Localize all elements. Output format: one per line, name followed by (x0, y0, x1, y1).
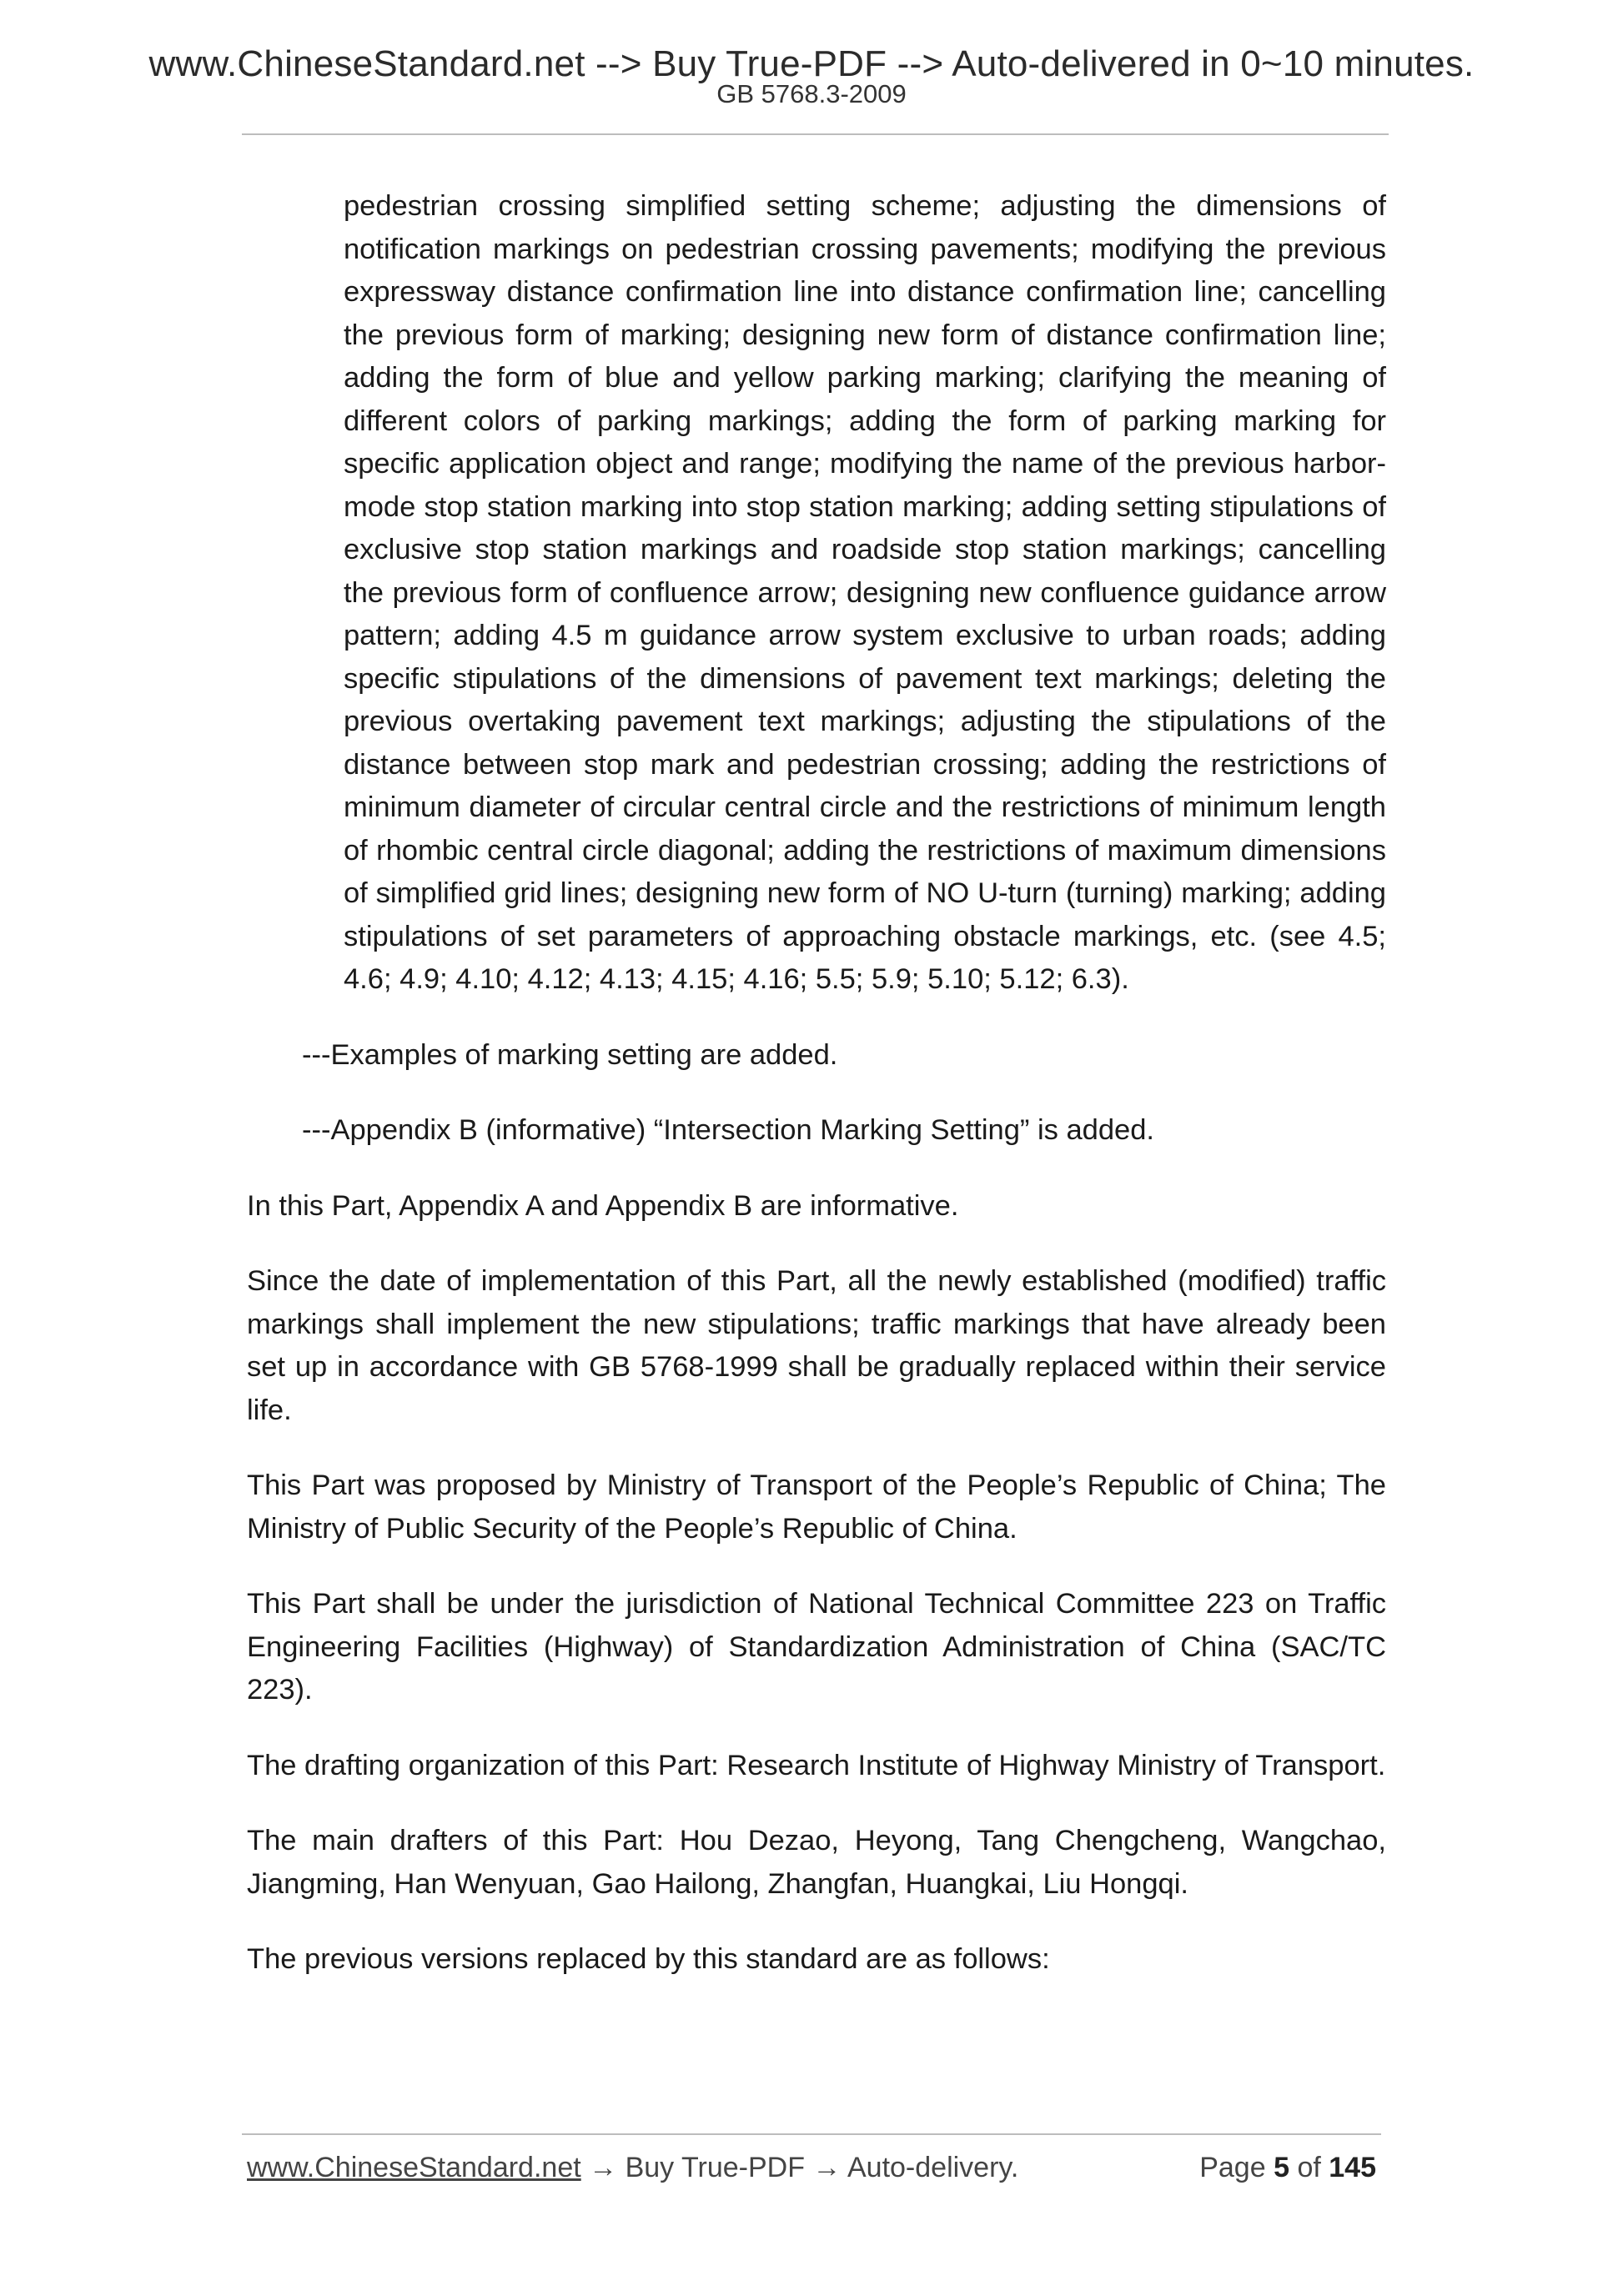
paragraph-proposed-by: This Part was proposed by Ministry of Transport of the People’s Republic of China; The Ministry of Public Security of the People’s Republic of China. (247, 1470, 1386, 1545)
page-indicator (1199, 2152, 1376, 2184)
paragraph-main-drafters: The main drafters of this Part: Hou Dezao, Heyong, Tang Chengcheng, Wangchao, Jiangming, Han Wenyuan, Gao Hailong, Zhangfan, Huangkai, Liu Hongqi. (247, 1825, 1386, 1900)
paragraph-implementation: Since the date of implementation of this Part, all the newly established (modified) traffic markings shall implement the new stipulations; traffic markings that have already been set up in accordance with GB 5768-1999 shall be gradually replaced within their service life. (247, 1265, 1386, 1426)
paragraph-jurisdiction: This Part shall be under the jurisdiction of National Technical Committee 223 on Traffic Engineering Facilities (Highway) of Standardization Administration of China (SAC/TC 223). (247, 1588, 1386, 1706)
dash-item-appendix-b: ---Appendix B (informative) “Intersection Marking Setting” is added. (302, 1114, 1155, 1146)
footer-promo (247, 2152, 1018, 2184)
dash-item-examples: ---Examples of marking setting are added. (302, 1038, 838, 1071)
footer-divider (242, 2133, 1381, 2135)
total-pages: 145 (1329, 2152, 1376, 2183)
standard-code: GB 5768.3-2009 (716, 79, 907, 108)
footer-tail-text: → Buy True-PDF → Auto-delivery. (580, 2152, 1019, 2183)
of-label: of (1297, 2152, 1321, 2183)
footer-site-link[interactable]: www.ChineseStandard.net (247, 2152, 581, 2183)
site-banner[interactable]: www.ChineseStandard.net --> Buy True-PDF --> Auto-delivered in 0~10 minutes. (148, 43, 1475, 84)
document-body (247, 185, 1386, 2014)
paragraph-previous-versions: The previous versions replaced by this standard are as follows: (247, 1943, 1050, 1975)
header-divider (242, 133, 1389, 135)
page-number: 5 (1274, 2152, 1289, 2183)
paragraph-drafting-organization: The drafting organization of this Part: Research Institute of Highway Ministry of Transport. (247, 1749, 1386, 1781)
continued-paragraph: pedestrian crossing simplified setting scheme; adjusting the dimensions of notification markings on pedestrian crossing pavements; modifying the previous expressway distance confirmation line into distance confirmation line; cancelling the previous form of marking; designing new form of distance confirmation line; adding the form of blue and yellow parking marking; clarifying the meaning of different colors of parking markings; adding the form of parking marking for specific application object and range; modifying the name of the previous harbor-mode stop station marking into stop station marking; adding setting stipulations of exclusive stop station markings and roadside stop station markings; cancelling the previous form of confluence arrow; designing new confluence guidance arrow pattern; adding 4.5 m guidance arrow system exclusive to urban roads; adding specific stipulations of the dimensions of pavement text markings; deleting the previous overtaking pavement text markings; adjusting the stipulations of the distance between stop mark and pedestrian crossing; adding the restrictions of minimum diameter of circular central circle and the restrictions of minimum length of rhombic central circle diagonal; adding the restrictions of maximum dimensions of simplified grid lines; designing new form of NO U-turn (turning) marking; adding stipulations of set parameters of approaching obstacle markings, etc. (see 4.5; 4.6; 4.9; 4.10; 4.12; 4.13; 4.15; 4.16; 5.5; 5.9; 5.10; 5.12; 6.3). (344, 190, 1386, 995)
page-label: Page (1199, 2152, 1266, 2183)
paragraph-appendix-informative: In this Part, Appendix A and Appendix B are informative. (247, 1189, 959, 1222)
